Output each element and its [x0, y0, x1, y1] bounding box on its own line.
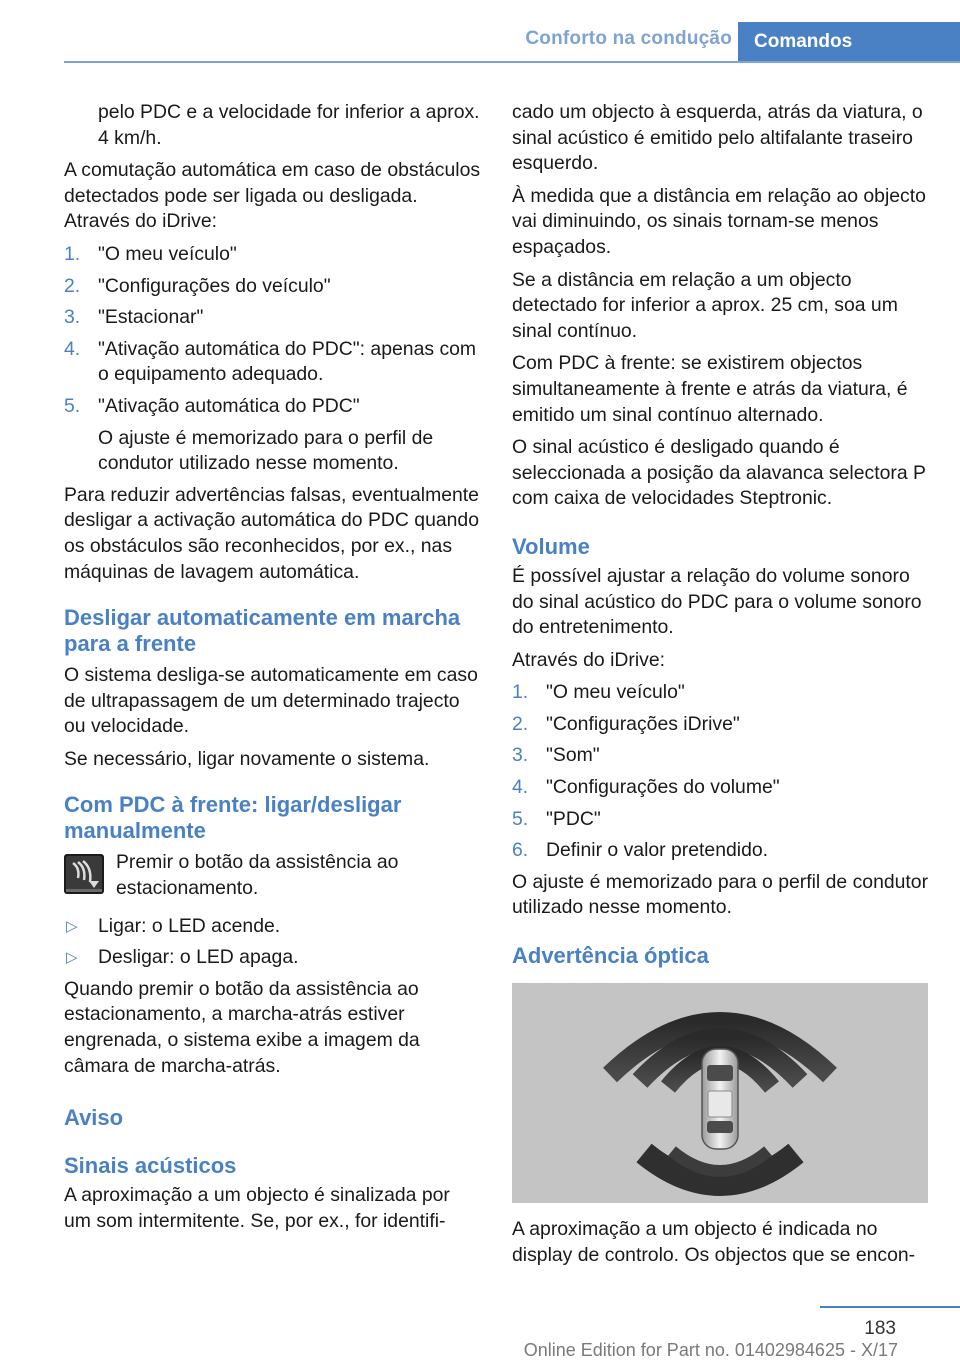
volume-steps-list: [512, 680, 932, 864]
edition-footer: Online Edition for Part no. 01402984625 - X/17: [523, 1340, 898, 1360]
step-text: "Configurações do veículo": [98, 274, 331, 297]
list-item: [512, 712, 932, 738]
step-number: 4.: [64, 337, 81, 360]
pdc-visual-warning-illustration: [512, 983, 928, 1203]
section-heading-aviso: Aviso: [64, 1105, 124, 1131]
left-column: [64, 100, 482, 1241]
continued-text: pelo PDC e a velocidade for inferior a aprox. 4 km/h.: [98, 101, 480, 149]
paragraph: À medida que a distância em relação ao objecto vai diminuindo, os sinais tornam-se menos espaçados.: [512, 184, 926, 258]
subsection-heading-volume: Volume: [512, 533, 590, 559]
step-number: 5.: [64, 394, 81, 417]
triangle-bullet-icon: ▷: [66, 917, 78, 935]
section-heading-desligar: Desligar automaticamente em marcha para a frente: [64, 605, 461, 657]
step-number: 3.: [512, 744, 529, 767]
paragraph: O sistema desliga-se automaticamente em caso de ultrapassagem de um determinado trajecto ou velocidade.: [64, 664, 478, 738]
idrive-steps-list: [64, 242, 482, 477]
list-item: [512, 680, 932, 706]
step-text: "Estacionar": [98, 306, 204, 329]
triangle-bullet-icon: ▷: [66, 949, 78, 967]
list-item: [64, 914, 482, 940]
pdc-display-graphic: [512, 983, 928, 1203]
paragraph: O ajuste é memorizado para o perfil de condutor utilizado nesse momento.: [512, 870, 929, 919]
bullet-text: Ligar: o LED acende.: [98, 914, 281, 937]
paragraph: A aproximação a um objecto é sinalizada por um som intermitente. Se, por ex., for identifi-: [64, 1184, 450, 1232]
paragraph: A comutação automática em caso de obstáculos detectados pode ser ligada ou desligada. Através do iDrive:: [64, 159, 481, 233]
step-note: O ajuste é memorizado para o perfil de condutor utilizado nesse momento.: [98, 426, 434, 475]
step-text: "Som": [546, 744, 600, 767]
led-status-list: [64, 914, 482, 971]
page-number: 183: [864, 1318, 896, 1339]
step-text: "Ativação automática do PDC": apenas com o equipamento adequado.: [98, 337, 477, 386]
step-text: "Configurações do volume": [546, 776, 780, 799]
list-item: [64, 337, 482, 388]
step-text: "Ativação automática do PDC": [98, 394, 360, 417]
list-item: [512, 807, 932, 833]
step-number: 2.: [64, 274, 81, 297]
paragraph: Se necessário, ligar novamente o sistema.: [64, 747, 430, 770]
step-number: 1.: [64, 242, 81, 265]
step-text: "PDC": [546, 807, 601, 830]
right-column: [512, 100, 932, 1275]
step-text: "Configurações iDrive": [546, 712, 740, 735]
step-number: 6.: [512, 839, 529, 862]
list-item: [64, 242, 482, 268]
list-item: [512, 743, 932, 769]
step-number: 5.: [512, 807, 529, 830]
header-rule: [64, 61, 960, 63]
list-item: [512, 838, 932, 864]
page-header: [0, 0, 960, 62]
icon-instruction-text: Premir o botão da assistência ao estacionamento.: [116, 851, 399, 900]
step-number: 2.: [512, 712, 529, 735]
step-number: 3.: [64, 306, 81, 329]
step-number: 4.: [512, 776, 529, 799]
header-chapter-tab: Comandos: [738, 22, 960, 61]
subsection-heading-advertencia: Advertência óptica: [512, 943, 709, 969]
bullet-text: Desligar: o LED apaga.: [98, 946, 299, 969]
paragraph: cado um objecto à esquerda, atrás da viatura, o sinal acústico é emitido pelo altifalante traseiro esquerdo.: [512, 101, 923, 175]
footer-rule: [820, 1306, 960, 1308]
step-text: "O meu veículo": [98, 242, 237, 265]
paragraph: Com PDC à frente: se existirem objectos simultaneamente à frente e atrás da viatura, é emitido um sinal contínuo alternado.: [512, 352, 908, 426]
step-text: Definir o valor pretendido.: [546, 839, 769, 862]
paragraph: Para reduzir advertências falsas, eventualmente desligar a activação automática do PDC quando os obstáculos são reconhecidos, por ex., nas máquinas de lavagem automática.: [64, 483, 479, 583]
paragraph: Se a distância em relação a um objecto detectado for inferior a aprox. 25 cm, soa um sinal contínuo.: [512, 268, 898, 342]
step-text: "O meu veículo": [546, 681, 685, 704]
list-item: [64, 394, 482, 477]
paragraph: A aproximação a um objecto é indicada no display de controlo. Os objectos que se encon-: [512, 1218, 916, 1266]
paragraph: É possível ajustar a relação do volume sonoro do sinal acústico do PDC para o volume sonoro do entretenimento.: [512, 564, 922, 639]
paragraph: Através do iDrive:: [512, 648, 666, 671]
list-item: [64, 274, 482, 300]
list-item: [64, 305, 482, 331]
section-heading-com-pdc: Com PDC à frente: ligar/desligar manualmente: [64, 792, 402, 844]
header-section-title: Conforto na condução: [525, 28, 732, 49]
subsection-heading-sinais: Sinais acústicos: [64, 1153, 237, 1179]
paragraph: O sinal acústico é desligado quando é seleccionada a posição da alavanca selectora P com caixa de velocidades Steptronic.: [512, 436, 926, 510]
park-assist-button-icon: [64, 854, 104, 894]
step-number: 1.: [512, 681, 529, 704]
paragraph: Quando premir o botão da assistência ao estacionamento, a marcha-atrás estiver engrenada, o sistema exibe a imagem da câmara de marcha-atrás.: [64, 977, 420, 1077]
list-item: [512, 775, 932, 801]
list-item: [64, 945, 482, 971]
icon-instruction: [64, 850, 482, 901]
